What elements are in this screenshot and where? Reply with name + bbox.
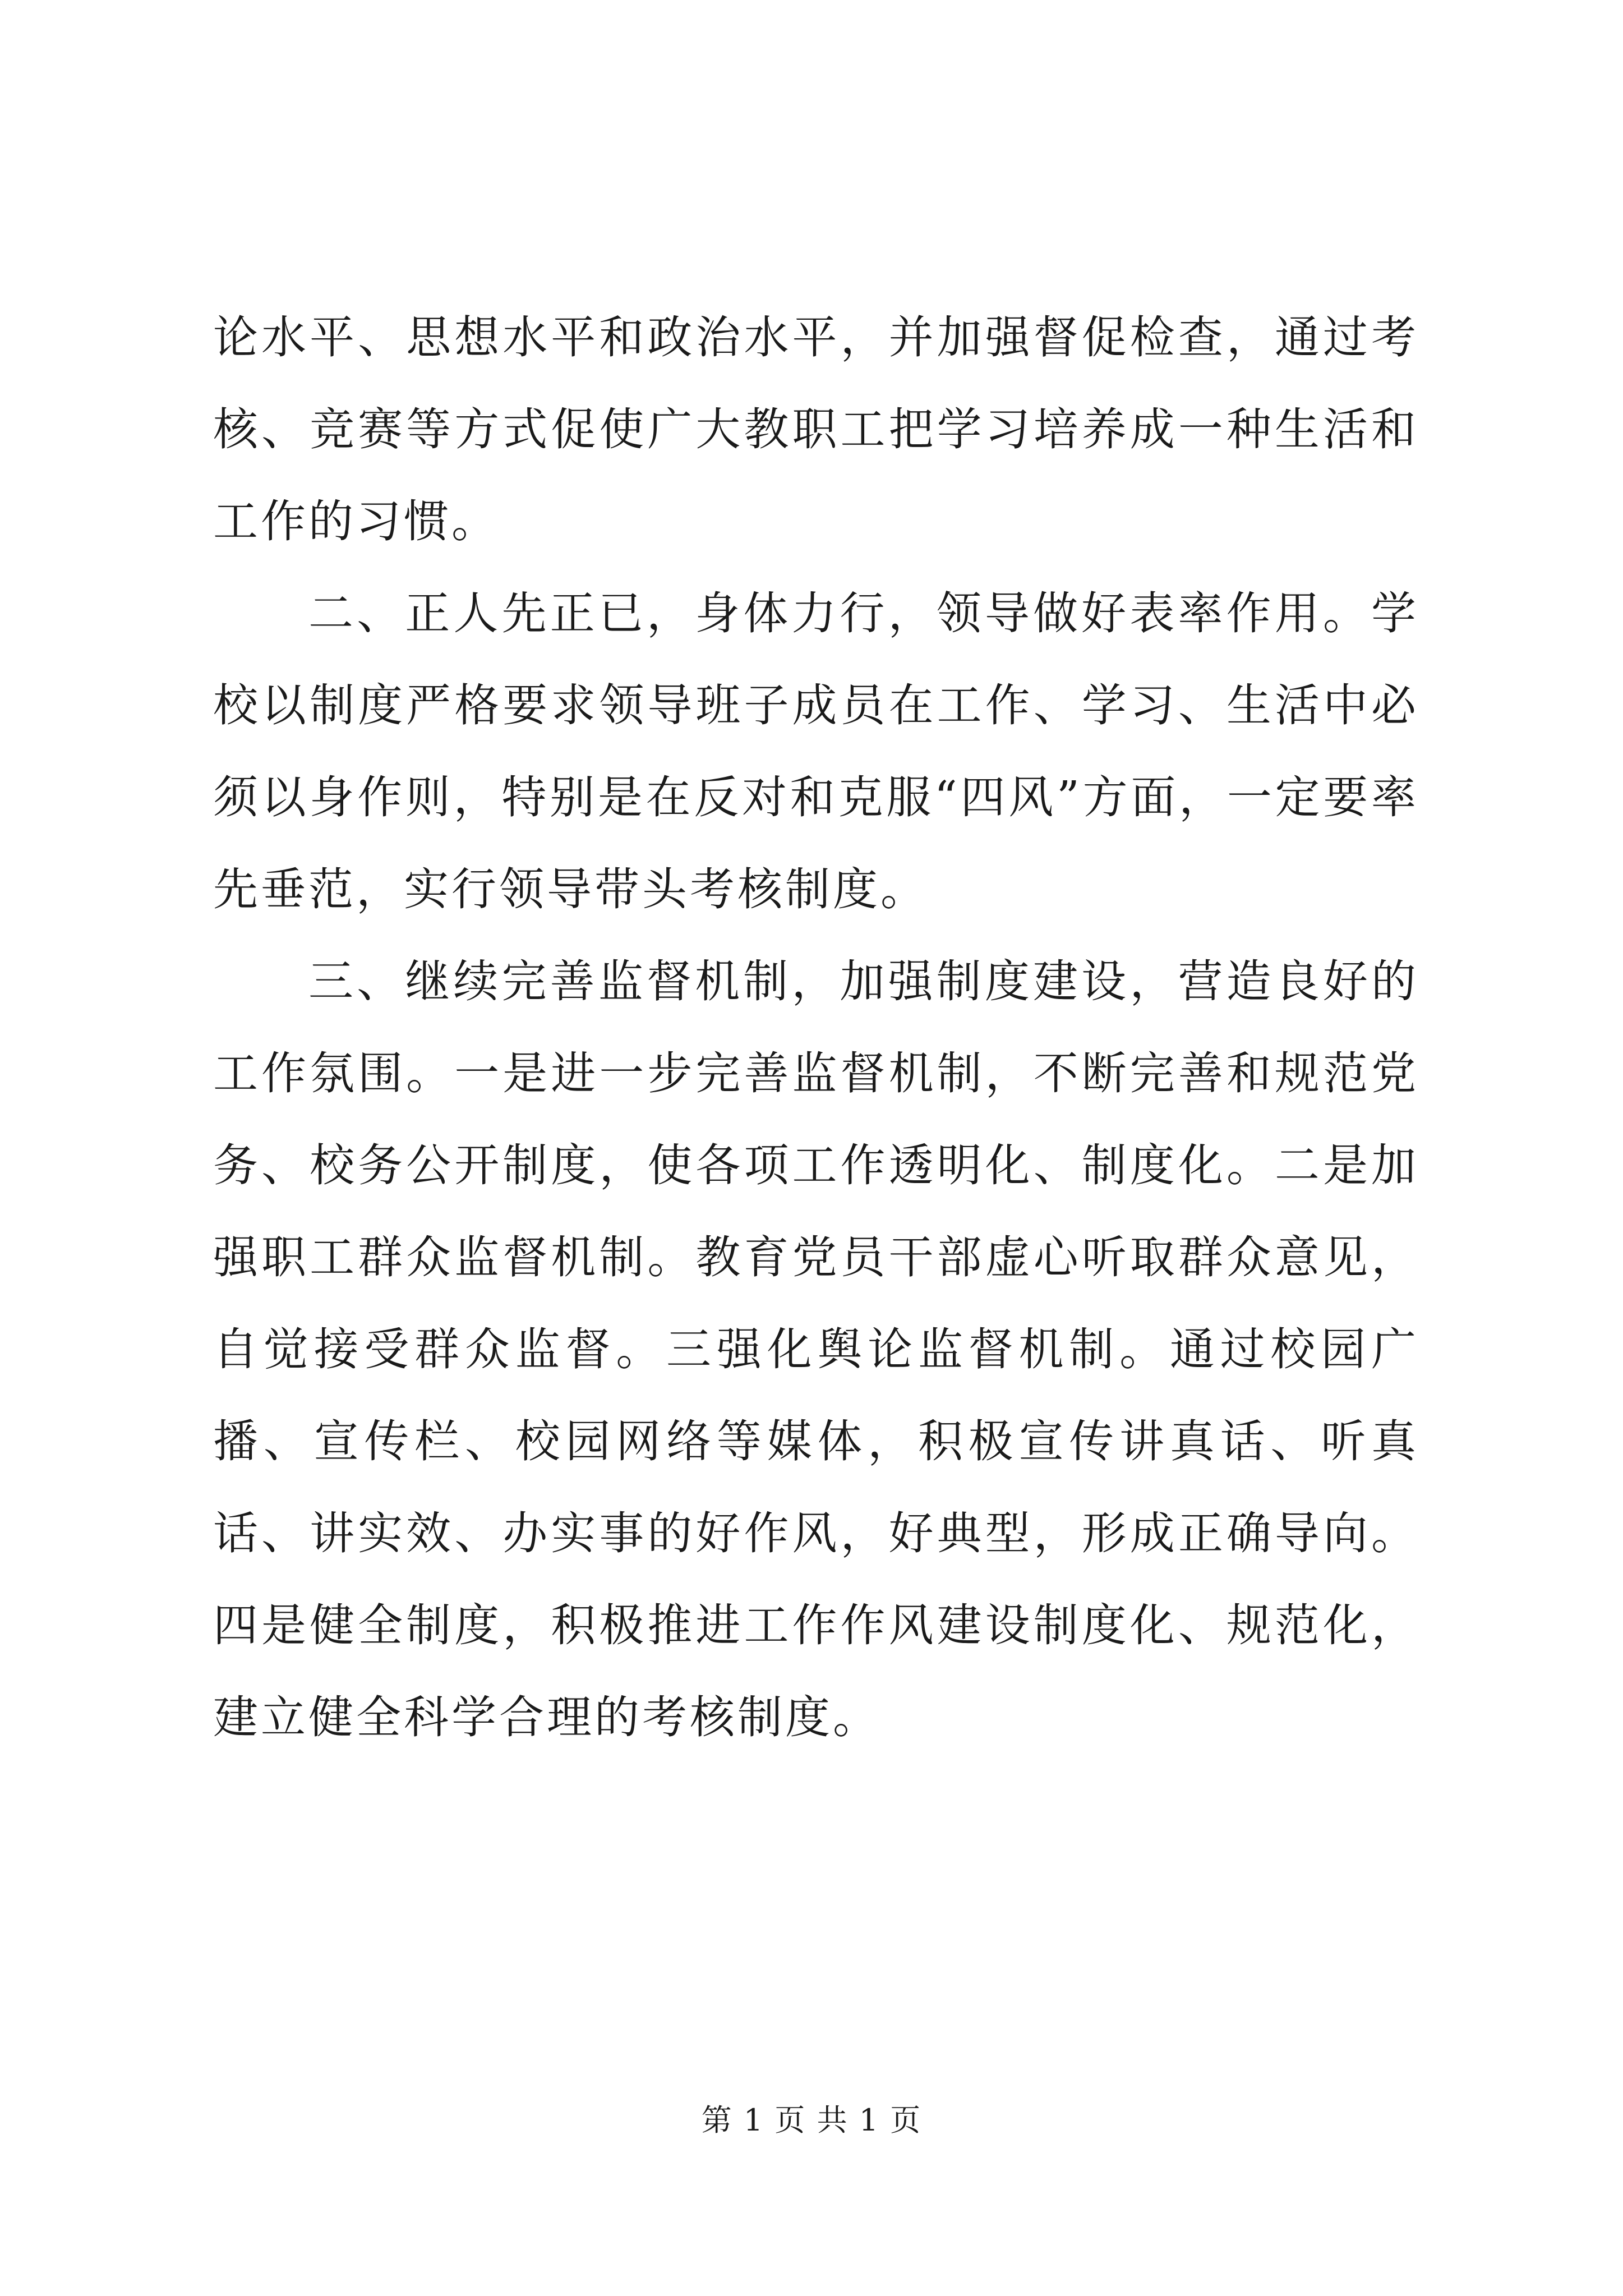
document-body: [213, 292, 1419, 1764]
paragraph-section-two: 二、正人先正已，身体力行，领导做好表率作用。学校以制度严格要求领导班子成员在工作、学习、生活中必须以身作则，特别是在反对和克服“四风”方面，一定要率先垂范，实行领导带头考核制度。: [213, 587, 1419, 915]
paragraph-continuation: 论水平、思想水平和政治水平，并加强督促检查，通过考核、竞赛等方式促使广大教职工把学习培养成一种生活和工作的习惯。: [213, 311, 1419, 547]
paragraph-section-three: 三、继续完善监督机制，加强制度建设，营造良好的工作氛围。一是进一步完善监督机制，不断完善和规范党务、校务公开制度，使各项工作透明化、制度化。二是加强职工群众监督机制。教育党员干部虚心听取群众意见，自觉接受群众监督。三强化舆论监督机制。通过校园广播、宣传栏、校园网络等媒体，积极宣传讲真话、听真话、讲实效、办实事的好作风，好典型，形成正确导向。四是健全制度，积极推进工作作风建设制度化、规范化，建立健全科学合理的考核制度。: [213, 955, 1419, 1743]
page-number-footer: 第 1 页 共 1 页: [701, 2102, 922, 2138]
